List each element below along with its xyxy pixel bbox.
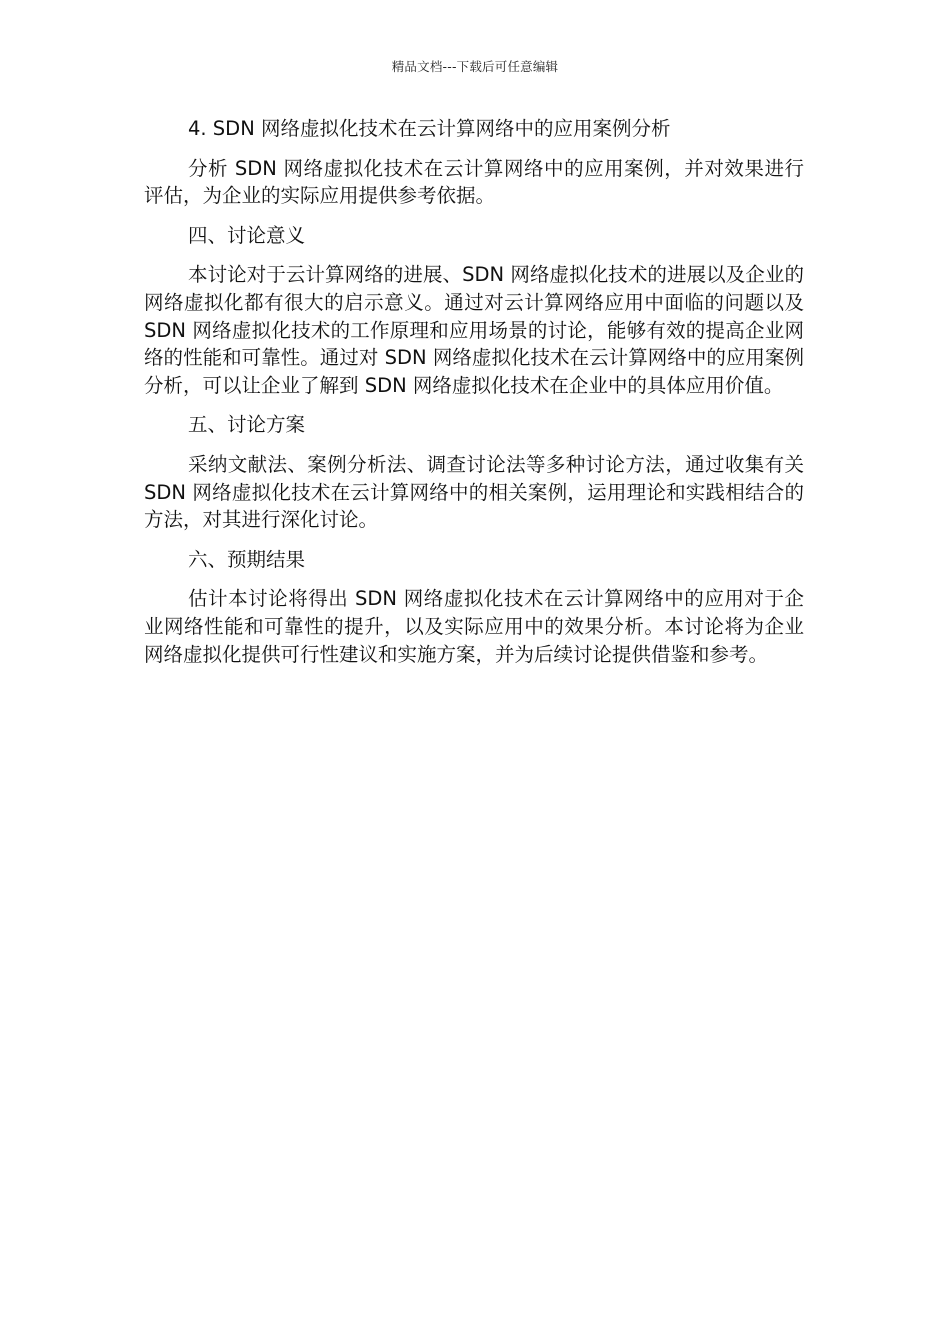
paragraph: 估计本讨论将得出 SDN 网络虚拟化技术在云计算网络中的应用对于企业网络性能和可靠性的提升，以及实际应用中的效果分析。本讨论将为企业网络虚拟化提供可行性建议和实施方案，并为后续讨论提供借鉴和参考。 xyxy=(144,587,804,666)
paragraph: 采纳文献法、案例分析法、调查讨论法等多种讨论方法，通过收集有关 SDN 网络虚拟化技术在云计算网络中的相关案例，运用理论和实践相结合的方法，对其进行深化讨论。 xyxy=(144,452,804,532)
page-header: 精品文档---下载后可任意编辑 xyxy=(391,59,559,74)
section-heading: 五、讨论方案 xyxy=(188,413,306,437)
section-heading: 4. SDN 网络虚拟化技术在云计算网络中的应用案例分析 xyxy=(188,117,671,140)
section-heading: 四、讨论意义 xyxy=(188,223,306,247)
document-body xyxy=(144,115,804,668)
paragraph: 分析 SDN 网络虚拟化技术在云计算网络中的应用案例，并对效果进行评估，为企业的实际应用提供参考依据。 xyxy=(144,156,804,208)
paragraph: 本讨论对于云计算网络的进展、SDN 网络虚拟化技术的进展以及企业的网络虚拟化都有很大的启示意义。通过对云计算网络应用中面临的问题以及 SDN 网络虚拟化技术的工作原理和应用场景的讨论，能够有效的提高企业网络的性能和可靠性。通过对 SDN 网络虚拟化技术在云计算网络中的应用案例分析，可以让企业了解到 SDN 网络虚拟化技术在企业中的具体应用价值。 xyxy=(144,263,804,397)
section-heading: 六、预期结果 xyxy=(188,547,306,571)
